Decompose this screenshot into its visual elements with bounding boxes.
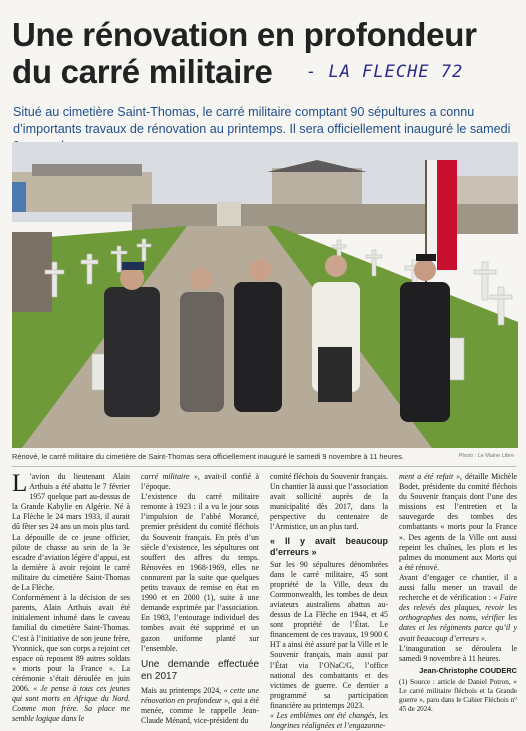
column-3 — [270, 472, 388, 731]
photo-caption — [12, 452, 518, 461]
handwritten-note: - LA FLECHE 72 — [306, 62, 464, 82]
headline-line-1: Une rénovation en profondeur — [12, 16, 477, 53]
paragraph-text: Conformément à la décision de ses parents, Alain Arthuis avait été initialement inhumé dans le caveau familial du cimetière Saint-Thomas. C’est à l’initiative de son jeune frère, Yvonnick, que son corps a rejoint cet espace où reposent 89 autres soldats « morts pour la France ». La cérémonie s’était déroulée en juin 2006. — [12, 593, 130, 693]
paragraph: comité fléchois du Souvenir français. Un chantier là aussi que l’association avait sollicité auprès de la municipalité dès 2017, dans la perspective du centenaire de l’Armistice, un an plus tard. — [270, 472, 388, 532]
paragraph: L’existence du carré militaire remonte à 1923 : il a vu le jour sous l’impulsion de l’abbé Morancé, premier président du comité fléchois du Souvenir français. En près d’un siècle d’existence, les sépultures ont souffert des affres du temps. Rénovées en 1968-1969, elles ne connurent par la suite que quelques petits travaux de remise en état en 1990 et en 2000 (1), suite à une demande exprimée par l’association. En 1983, l’entourage individuel des tombes avait été supprimé et un gazon uniforme planté sur l’ensemble. — [141, 492, 259, 653]
paragraph: Sur les 90 sépultures dénombrées dans le carré militaire, 45 sont propriété de la Ville, deux du Commonwealth, les tombes de deux aviateurs australiens abattus au-dessus de La Flèche en 1944, et 45 sont propriété de l’État. Le financement de ces travaux, 19 900 € HT a ainsi été assuré par la Ville et le Souvenir français, mais aussi par l’État via l’ONaC/G, l’office national des combattants et des victimes de guerre. Ce dernier a programmé sa participation financière au printemps 2023. — [270, 559, 388, 710]
paragraph — [141, 472, 259, 492]
article-body — [12, 470, 518, 731]
paragraph-text: avait-il confié à l’époque. — [141, 472, 260, 492]
column-4 — [399, 472, 517, 715]
paragraph-text: Avant d’engager ce chantier, il a aussi fallu mener un travail de recherche et de vérification : — [399, 572, 517, 603]
divider — [12, 466, 516, 467]
footnote: (1) Source : article de Daniel Potron, « Le carré militaire fléchois et la Grande guerre », paru dans le Cahier Fléchois n° 45 de 2024. — [399, 677, 517, 714]
headline-line-2: du carré militaire — [12, 53, 273, 90]
subheading: « Il y avait beaucoup d’erreurs » — [270, 535, 388, 557]
author-signature: Jean-Christophe COUDERC — [419, 665, 517, 675]
paragraph: L’inauguration se déroulera le samedi 9 novembre à 11 heures. — [399, 643, 517, 663]
quote-text: « Les emblèmes ont été changés, les longrines réalignées et l’engazonne- — [270, 710, 388, 731]
paragraph-text: ’avion du lieutenant Alain Arthuis a été abattu le 7 février 1957 quelque part au-dessus de la Grande Kabylie en Algérie. Né à La Flèche le 24 mars 1933, il aurait dû fêter ses 24 ans un mois plus tard. La dépouille de ce jeune officier, pilote de chasse au sein de la 3e escadre d’aviation légère d’appui, est la dernière à avoir rejoint le carré militaire du cimetière Saint-Thomas de La Flèche. — [12, 472, 130, 593]
column-1 — [12, 472, 130, 724]
dropcap: L — [12, 470, 28, 497]
subheading: Une demande effectuée en 2017 — [141, 658, 259, 682]
quote-text: « Je pense à tous ces jeunes qui sont morts en Afrique du Nord. Comme mon frère. Sa place me semble logique dans le — [12, 683, 130, 724]
paragraph — [399, 472, 517, 573]
quote-text: carré militaire », — [141, 472, 200, 481]
quote-text: ment a été refait », — [399, 472, 463, 481]
paragraph-text: qui a été menée, comme le rappelle Jean-Claude Ménard, vice-président du — [141, 695, 260, 725]
paragraph — [270, 711, 388, 731]
lead-paragraph: Situé au cimetière Saint-Thomas, le carré militaire comptant 90 sépultures a connu d’importants travaux de rénovation au printemps. Il sera officiellement inauguré le samedi — [13, 105, 511, 136]
article-photo — [12, 142, 518, 448]
quote-text: « Faire des relevés des plaques, revoir les orthographes des noms, vérifier les dates et les régiments parce qu’il y avait beaucoup d’erreurs ». — [399, 593, 517, 643]
quote-text: « cette une rénovation en profondeur », — [141, 685, 259, 705]
cemetery-photo-illustration — [12, 142, 518, 448]
paragraph — [141, 686, 259, 726]
column-2 — [141, 472, 259, 726]
photo-credit: Photo : Le Maine Libre — [458, 453, 514, 459]
caption-text: Rénové, le carré militaire du cimetière de Saint-Thomas sera officiellement inauguré le samedi 9 novembre à 11 heures. — [12, 452, 405, 461]
paragraph-text: Mais au printemps 2024, — [141, 685, 224, 695]
paragraph — [399, 573, 517, 644]
paragraph — [12, 593, 130, 724]
paragraph-text: détaille Michèle Bodet, présidente du comité fléchois du Souvenir français dont l’une des missions est l’entretien et la sauvegarde des tombes des combattants « morts pour la France ». Des agents de la Ville ont aussi repeint les chaînes, les plots et les palmes du monument aux Morts qui a été rénové. — [399, 472, 517, 572]
paragraph — [12, 472, 130, 593]
